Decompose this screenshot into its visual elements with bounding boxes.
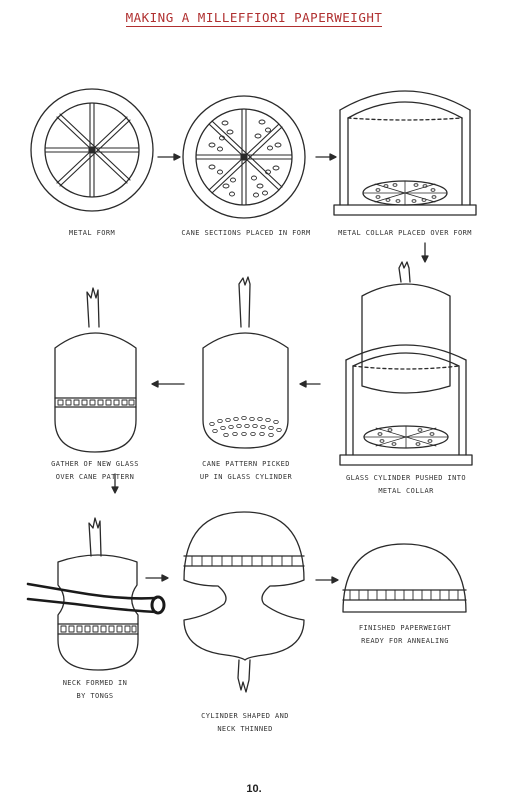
arrow-right-1 <box>158 154 180 160</box>
arrow-left-2 <box>152 381 184 387</box>
caption-cane-picked: CANE PATTERN PICKED UP IN GLASS CYLINDER <box>199 460 293 481</box>
cane-picked-up-illustration <box>203 277 288 448</box>
cylinder-shaped-illustration <box>184 512 304 692</box>
cane-sections-illustration <box>183 96 305 218</box>
caption-metal-collar: METAL COLLAR PLACED OVER FORM <box>338 229 472 237</box>
caption-cylinder-pushed: GLASS CYLINDER PUSHED INTO METAL COLLAR <box>346 474 466 495</box>
caption-metal-form: METAL FORM <box>68 229 116 237</box>
neck-formed-illustration <box>28 518 164 670</box>
page-title: MAKING A MILLEFFIORI PAPERWEIGHT <box>125 10 383 25</box>
caption-cylinder-shaped: CYLINDER SHAPED AND NECK THINNED <box>201 712 289 733</box>
arrow-right-4 <box>316 577 338 583</box>
arrow-right-2 <box>316 154 336 160</box>
caption-cane-sections: CANE SECTIONS PLACED IN FORM <box>181 229 311 237</box>
gather-glass-illustration <box>55 288 136 452</box>
caption-finished-paperweight: FINISHED PAPERWEIGHT READY FOR ANNEALING <box>358 624 452 645</box>
metal-collar-illustration <box>334 91 476 215</box>
finished-paperweight-illustration <box>343 544 466 612</box>
caption-gather-glass: GATHER OF NEW GLASS OVER CANE PATTERN <box>51 460 139 481</box>
metal-form-illustration <box>31 89 153 211</box>
arrow-left-1 <box>300 381 320 387</box>
caption-neck-formed: NECK FORMED IN BY TONGS <box>62 679 128 700</box>
arrow-right-3 <box>146 575 168 581</box>
page-number: 10. <box>246 783 262 795</box>
arrow-down-1 <box>422 243 428 262</box>
cylinder-into-collar-illustration <box>340 262 472 465</box>
